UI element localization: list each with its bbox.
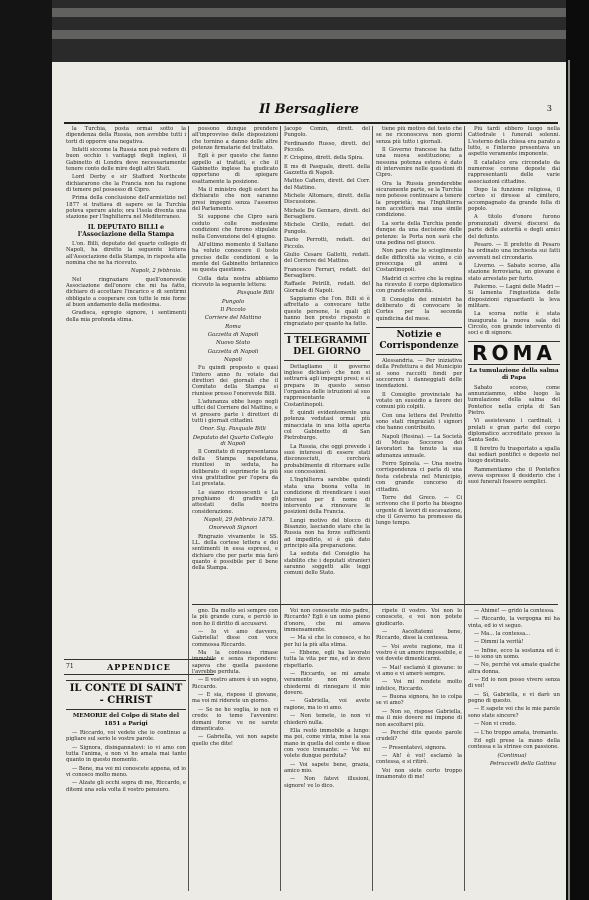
- novel-paragraph: — Ah! è voi! esclamò la contessa, e si ritirò.: [376, 752, 462, 766]
- news-paragraph: Alessandria. — Per iniziativa della Prefettura e del Municipio si sono raccolti fondi per soccorrere i danneggiati delle inondazioni.: [376, 357, 462, 390]
- column-divider: [280, 126, 281, 891]
- novel-paragraph: — Ma... la contessa...: [474, 631, 531, 638]
- letter-paragraph: Il Comitato di rappresentanza della Stampa napoletana, riunitosi in seduta, ha deliberato di esprimerle la più viva gratitudine per l'opera da Lei prestata.: [192, 449, 278, 488]
- novel-paragraph: — Riccardo, se mi amate veramente non dovete chiedermi di rinnegare il mio dovere.: [284, 671, 370, 697]
- telegram-paragraph: Dettagliamo il governo inglese dichiarò che non si sottrarrà agli impegni presi; e si prepara in questo senso l'organica delle istruzioni al suo rappresentante a Costantinopoli.: [284, 363, 370, 408]
- deputy-billi-heading: IL DEPUTATO BILLI e l'Associazione della Stampa: [77, 223, 175, 239]
- signatory: Ferdinando Russo, dirett. del Piccolo.: [284, 140, 370, 154]
- scan-right-margin: [566, 0, 589, 900]
- roma-subheading: La tumulazione della salma di Papa: [469, 367, 559, 382]
- novel-paragraph: — Gabriella, voi non sapete quello che dite!: [192, 734, 278, 747]
- letter-reply-header: Onorevoli Signori: [208, 525, 258, 532]
- news-item: Livorno. — Sabato scorso, alla stazione ferroviaria, un giovane è stato arrestato per furto.: [468, 262, 560, 282]
- novel-paragraph: Ma la contessa rimase immobile e senza rispondere: sapeva che quella passione l'avrebbe perduta.: [192, 650, 278, 676]
- column-4-novel: [376, 608, 462, 898]
- column-5-novel: [468, 608, 560, 898]
- novel-paragraph: — Voi sapete bene, grazia, amico mio.: [284, 761, 370, 774]
- novel-paragraph: — Voi avete ragione, ma il vostro è un amore impossibile, e voi dovete dimenticarmi.: [376, 643, 462, 663]
- article-paragraph: possono dunque prendere all'improvviso delle disposizioni che tornino a danno delle altre potenze firmatarie del trattato.: [192, 126, 278, 152]
- article-paragraph: Sappiamo che l'on. Billi si è affrettato a convocare tutte queste persone, le quali gli hanno ben presto risposto e ringraziato per quanto ha fatto.: [284, 295, 370, 328]
- novel-paragraph: — Buona signora, ho io colpa se vi amo?: [376, 694, 462, 707]
- article-paragraph: Nel ringraziare quell'onorevole Associazione dell'onore che mi ha fatto, dichiaro di accettare l'incarico e di sentirmi obbligato a cooperare con tutte le mie forze al buon andamento della medesima.: [66, 276, 186, 308]
- novel-paragraph: — No, perché voi amate qualche altra donna.: [468, 662, 560, 675]
- article-paragraph: A titolo d'onore furono pronunziati diversi discorsi da parte delle autorità e degli amici del defunto.: [468, 214, 560, 240]
- novel-paragraph: — E sia, rispose il giovane, ma voi mi riderete un giorno.: [192, 692, 278, 705]
- novel-paragraph: — Ascoltatemi bene, Riccardo, disse la contessa.: [376, 629, 462, 642]
- novel-paragraph: — Signora, disingannatevi: io vi amo con tutta l'anima, e non vi ho amata mai tanto quanto in questo momento.: [66, 744, 186, 764]
- signatory: Jacopo Comin, dirett. del Pungolo.: [284, 126, 370, 139]
- novel-paragraph: — Io vi amo davvero, Gabriella! disse con voce commossa Riccardo.: [192, 629, 278, 648]
- newspaper-list-item: Nuovo Stato: [216, 340, 250, 347]
- signatory: Giulio Cesare Gallotti, redatt. del Corriere del Mattino.: [284, 251, 370, 265]
- news-paragraph: Torre del Greco. — Ci scrivono che il porto ha bisogno urgente di lavori di escavazione, che il Governo ha promesso da lungo tempo.: [376, 494, 462, 527]
- newspaper-list-item: Il Piccolo: [220, 306, 246, 313]
- article-paragraph: Il Consiglio dei ministri ha deliberato di convocare le Cortes per la seconda quindicina del mese.: [376, 296, 462, 322]
- roma-heading: ROMA: [468, 341, 560, 365]
- column-4-top: [376, 126, 462, 602]
- novel-paragraph: — Voi mi rendete molto infelice, Riccardo.: [376, 679, 462, 692]
- roma-paragraph: Sabato scorso, come annunziammo, ebbe luogo la tumulazione della salma del Pontefice nella cripta di San Pietro.: [468, 384, 560, 417]
- novel-paragraph: — Ma sì che lo conosco, e ho per lui la più alta stima.: [284, 635, 370, 648]
- column-1-novel: [66, 676, 186, 898]
- telegram-paragraph: L'Inghilterra sarebbe quindi stata una buona volta in condizione di rivendicare i suoi interessi per il nome di intervento a rinnovare le posizioni della Francia.: [284, 477, 370, 516]
- novel-paragraph: — Riccardo, voi vedete che io continuo a pigliare sul serio le vostre parole.: [66, 730, 186, 743]
- novel-paragraph: — L'ho troppo amata, tremante.: [474, 729, 559, 736]
- page-number: 3: [546, 104, 552, 113]
- article-paragraph: Il Governo francese ha fatto una nuova sostituzione; a nessuna potenza estera è dato di intervenire nelle questioni di Cipro.: [376, 147, 462, 179]
- novel-paragraph: — Presentatevi, signora.: [382, 744, 447, 751]
- signatory: Michele De Gennaro, dirett. del Bersagliere.: [284, 207, 370, 221]
- novel-paragraph: — Gabriella, voi avete ragione, ma io vi amo.: [284, 698, 370, 711]
- novel-paragraph: — Se ne ho voglia, io non vi credo: io temo l'avvenire: domani forse ve ne sarete dimenticato.: [192, 706, 278, 732]
- news-heading: Notizie e Corrispondenze: [376, 327, 462, 355]
- letter-date: Napoli, 29 febbraio 1879.: [203, 516, 274, 523]
- novel-paragraph: — Non vi credo.: [474, 721, 517, 728]
- novel-paragraph: — E sapete voi che le mie parole sono state sincere?: [468, 706, 560, 719]
- article-paragraph: la Turchia, posta ormai sotto la dipendenza della Russia, non avrebbe tutti i torti di opporre una negativa.: [66, 126, 186, 145]
- news-paragraph: Il Consiglio provinciale ha votato un sussidio a favore dei comuni più colpiti.: [376, 391, 462, 411]
- signatory: Michele Cirillo, redatt. del Pungolo.: [284, 222, 370, 235]
- column-1-top: [66, 126, 186, 658]
- novel-paragraph: ripete il vostro. Voi non lo conoscete, e voi non potete giudicarlo.: [376, 608, 462, 627]
- article-paragraph: Ma il ministro degli esteri ha dichiarato che non saranno presi impegni senza l'assenso del Parlamento.: [192, 187, 278, 213]
- news-paragraph: Napoli (Resina). — La Società di Mutuo Soccorso dei lavoratori ha tenuto la sua adunanza annuale.: [376, 433, 462, 459]
- novel-paragraph: Ella restò immobile a lungo: ma poi, come vinta, mise la sua mano in quella del conte e disse con voce tremante: — Voi mi volete dunque perduta?: [284, 727, 370, 760]
- letter-header: Deputato del Quarto Collegio di Napoli: [192, 434, 274, 448]
- article-paragraph: Il catafalco era circondato da numerose corone deposte dai rappresentanti delle varie associazioni cittadine.: [468, 159, 560, 185]
- signatory: Francesco Ferrari, redatt. del Bersagliere.: [284, 266, 370, 279]
- appendix-number: 71: [66, 663, 74, 670]
- scan-bleed-line: [52, 30, 566, 39]
- article-paragraph: L'adunanza ebbe luogo negli uffici del Corriere del Mattino, e vi presero parte i direttori di tutti i giornali cittadini.: [192, 399, 278, 425]
- novel-subtitle: MEMORIE del Colpo di Stato del 1851 a Parigi: [72, 713, 180, 727]
- article-paragraph: Lord Derby e sir Stafford Northcote dichiararono che la Francia non ha ragione di temere pel possesso di Cipro.: [66, 174, 186, 194]
- novel-paragraph: — Ed io non posso vivere senza di voi!: [468, 677, 560, 690]
- news-paragraph: Ferro Spinola. — Una nostra corrispondenza ci parla di una festa celebrata nel Municipio, con grande concorso di cittadini.: [376, 461, 462, 493]
- column-5-top: [468, 126, 560, 602]
- novel-paragraph: Voi non conoscete mio padre, Riccardo? Egli è un uomo pieno d'onore, che mi amava immensamente.: [284, 608, 370, 634]
- masthead-title: Il Bersagliere: [259, 102, 359, 117]
- novel-author: Petruccelli della Gattina: [489, 760, 556, 767]
- novel-paragraph: — Infine, ecco la sostanza ed è: — io sono un uomo.: [468, 647, 560, 661]
- column-2-top: [192, 126, 278, 602]
- continua-note: (Continua): [497, 752, 527, 759]
- letter-salutation: Onor. Sig. Pasquale Billi: [200, 426, 266, 433]
- novel-paragraph: gno. Da molto sei sempre con la più grande cura, e perciò io non ho il diritto di accusarvi.: [192, 608, 278, 627]
- article-paragraph: Non pare che lo scioglimento delle difficoltà sia vicino, e ciò preoccupa gli animi a Costantinopoli.: [376, 248, 462, 274]
- page-header: [52, 102, 566, 120]
- letter-paragraph: Le siamo riconoscenti e La preghiamo di gradire gli attestati della nostra considerazione.: [192, 489, 278, 515]
- appendix-label: APPENDICE: [107, 662, 171, 672]
- newspaper-list-item: Corriere del Mattino: [204, 315, 262, 322]
- novel-paragraph: — Sì, Gabriella, e vi darò un pegno di questo.: [468, 691, 560, 705]
- article-paragraph: tiene più motivo del testo che se ne riconosceva non giorni senza più tutto i giornali.: [376, 126, 462, 145]
- telegram-paragraph: È quindi evidentemente una potenza vedutasi ormai più minacciata in una lotta aperta col Gabinetto di San Pietroburgo.: [284, 410, 370, 442]
- novel-paragraph: — Non fatevi illusioni, signore! ve lo dico.: [284, 776, 370, 789]
- novel-paragraph: — Mai! esclamò il giovane: io vi amo e vi amerò sempre.: [376, 664, 462, 678]
- scan-bleed-line: [52, 8, 566, 17]
- scan-top-margin: [52, 0, 566, 62]
- novel-title: IL CONTE DI SAINT - CHRIST: [66, 680, 186, 710]
- novel-paragraph: — Dimmi la verità!: [474, 639, 524, 646]
- letter-paragraph: Ringrazio vivamente le SS. LL. della cortese lettera e dei sentimenti in essa espressi, e dichiaro che per parte mia farò quanto è possibile per il bene della Stampa.: [192, 533, 278, 572]
- novel-paragraph: — Ebbene, egli ha lavorato tutta la vita per me, ed io devo rispettarlo.: [284, 650, 370, 669]
- newspaper-list-item: Roma: [225, 323, 241, 330]
- signatory: Matteo Cafiero, dirett. del Corr. del Mattino.: [284, 178, 370, 191]
- column-divider: [188, 126, 189, 891]
- signatory: Il ms di Pasquale, dirett. della Gazzetta di Napoli.: [284, 163, 370, 177]
- novel-paragraph: — Non temete, io non vi chiederò nulla.: [284, 713, 370, 726]
- dateline: Napoli, 2 febbraio.: [130, 268, 182, 275]
- telegrams-heading: I TELEGRAMMI DEL GIORNO: [284, 333, 370, 361]
- roma-paragraph: Il feretro fu trasportato a spalla dai sediari pontifici e deposto nel luogo destinato.: [468, 445, 560, 465]
- column-divider: [372, 126, 373, 891]
- signatory: Dario Perrotti, redatt. del Piccolo.: [284, 237, 370, 250]
- page-edge: [568, 60, 570, 900]
- novel-paragraph: — Bene, ma voi mi conoscete appena, ed io vi conosco molto meno.: [66, 765, 186, 779]
- signatory: Michele Altomare, dirett. della Discussione.: [284, 193, 370, 206]
- signature: Pasquale Billi: [237, 290, 274, 297]
- novel-paragraph: — Perché dite queste parole crudeli?: [376, 729, 462, 743]
- article-paragraph: Fu quindi proposto e quasi l'intero anno fu votato dai direttori dei giornali che il Comitato della Stampa si riunisse presso l'onorevole Billi.: [192, 365, 278, 397]
- signatory: F. Crispino, dirett. della Spira.: [284, 155, 364, 162]
- article-paragraph: Più tardi ebbero luogo nella Cattedrale i funerali solenni. L'esterno della chiesa era parato a lutto, e l'interno presentava un aspetto veramente imponente.: [468, 126, 560, 158]
- newspaper-list-item: Gazzetta di Napoli: [207, 331, 259, 338]
- novel-paragraph: — Riccardo, la vergogna mi ha vinta, ed io vi seguo.: [468, 616, 560, 629]
- article-paragraph: Madrid ci scrive che la regina ha ricevuto il corpo diplomatico con grande solennità.: [376, 275, 462, 295]
- article-paragraph: Gradisca, egregio signore, i sentimenti della mia profonda stima.: [66, 310, 186, 323]
- news-item: La scorsa notte è stata inaugurata la nuova sala del Circolo, con grande intervento di soci e di signore.: [468, 311, 560, 337]
- news-item: Palermo. — Lagni delle Madri — Si lamenta l'ingiustizia delle disposizioni riguardanti la leva militare.: [468, 283, 560, 309]
- appendix-rule: [192, 604, 558, 605]
- article-paragraph: Egli è per questo che fanno appello ai trattati, e che il Gabinetto inglese ha giudicato opportuno di spiegare esattamente la posizione.: [192, 153, 278, 185]
- article-paragraph: L'on. Billi, deputato del quarto collegio di Napoli, ha diretto la seguente lettera all'Associazione della Stampa, in risposta alla nomina che ne ha ricevuto.: [66, 240, 186, 266]
- novel-paragraph: — Ahimè! — gridò la contessa.: [474, 608, 555, 614]
- telegram-paragraph: La seduta del Consiglio ha stabilito che i deputati stranieri saranno soggetti alle leggi comuni dello Stato.: [284, 551, 370, 577]
- column-divider: [464, 126, 465, 891]
- article-paragraph: Prima della conclusione dell'armistizio nel 1877 si trattava di sapere se la Turchia poteva sperare aiuto; ora l'isola diventa una stazione per l'Inghilterra nel Mediterraneo.: [66, 195, 186, 221]
- newspaper-page: [52, 62, 566, 900]
- article-paragraph: La sorte della Turchia pende dunque da una decisione delle potenze: la Porta non sarà che una pedina nel giuoco.: [376, 220, 462, 246]
- news-item: Pesaro. — Il prefetto di Pesaro ha ordinato una inchiesta sui fatti avvenuti nel circondario.: [468, 241, 560, 261]
- column-3-novel: [284, 608, 370, 898]
- novel-paragraph: — Non so, rispose Gabriella, ma il mio dovere mi impone di non ascoltarvi più.: [376, 708, 462, 728]
- telegram-paragraph: La Russia, che oggi prevede i suoi interessi di essere stati disconosciuti, cercherà probabilmente di ritornare sulle sue concessioni.: [284, 443, 370, 476]
- novel-paragraph: — Alzate gli occhi sopra di me, Riccardo, e ditemi una sola volta il vostro pensiero.: [66, 780, 186, 793]
- telegram-paragraph: Lungi motivo del blocco di Bisanzio, lasciando stare che la Russia non ha forze sufficienti ad impedirlo, si è già dato principio alla preparazione.: [284, 517, 370, 549]
- roma-paragraph: Vi assistevano i cardinali, i prelati e gran parte del corpo diplomatico accreditato presso la Santa Sede.: [468, 418, 560, 444]
- column-3-top: [284, 126, 370, 602]
- article-paragraph: All'ultimo momento il Sultano ha voluto conoscere il testo preciso delle condizioni e la mente del Gabinetto britannico su questa questione.: [192, 241, 278, 274]
- novel-paragraph: — Il vostro amore è un sogno, Riccardo.: [192, 677, 278, 690]
- article-paragraph: Ora la Russia prenderebbe sicuramente parte, se la Turchia non potesse continuare a tenere la proprietà; ma l'Inghilterra non accetterà mai una simile condizione.: [376, 180, 462, 219]
- roma-paragraph: Rammentiamo che il Pontefice aveva espresso il desiderio che i suoi funerali fossero semplici.: [468, 466, 560, 486]
- signatory: Raffaele Petrilli, redatt. del Giornale di Napoli.: [284, 281, 370, 294]
- header-rule: [64, 122, 558, 124]
- novel-paragraph: Voi non siete certo troppo innamorato di me!: [376, 767, 462, 780]
- novel-paragraph: Ed egli prese la mano della contessa e la strinse con passione.: [468, 737, 560, 751]
- article-paragraph: Dopo la funzione religiosa, il corteo si diresse al cimitero, accompagnato da grande folla di popolo.: [468, 187, 560, 213]
- newspaper-list-item: Pungolo: [221, 298, 245, 305]
- article-paragraph: Si suppone che Cipro sarà ceduto colle medesime condizioni che furono stipulate nella Convenzione del 4 giugno.: [192, 214, 278, 240]
- newspaper-list-item: Gazzetta di Napoli: [207, 348, 259, 355]
- newspaper-list-item: Napoli: [223, 357, 243, 363]
- column-2-novel: [192, 608, 278, 898]
- news-paragraph: Con una lettera del Prefetto sono stati ringraziati i signori che hanno contribuito.: [376, 412, 462, 432]
- article-paragraph: Infatti siccome la Russia non può vedere di buon occhio i vantaggi degli inglesi, il Gabinetto di Londra deve necessariamente tenere conto delle mire degli altri Stati.: [66, 147, 186, 173]
- article-paragraph: Colla data nostra abbiamo ricevuto la seguente lettera:: [192, 275, 278, 288]
